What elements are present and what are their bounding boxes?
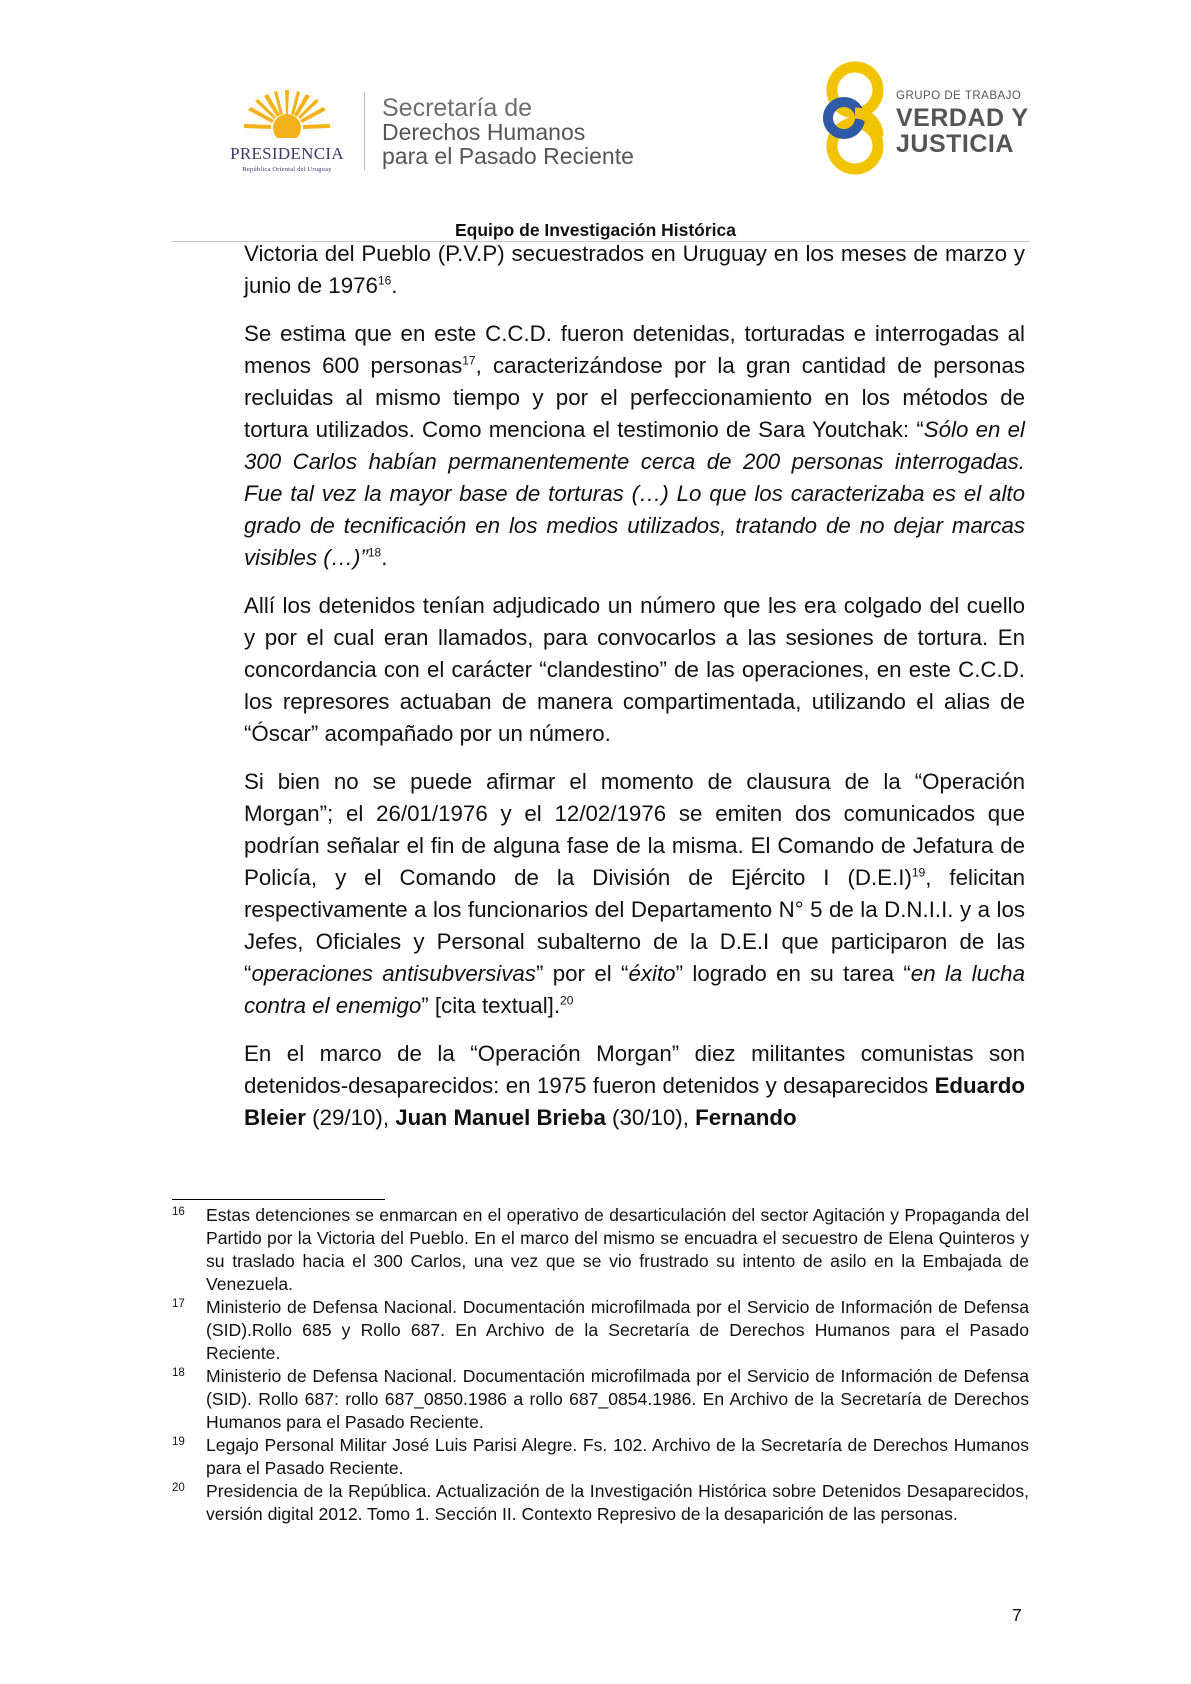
person-name-1: Eduardo Bleier — [244, 1073, 1025, 1130]
gtvj-title-line-2: JUSTICIA — [896, 130, 1014, 158]
footnote-19 — [172, 1434, 1029, 1480]
footnote-text: Ministerio de Defensa Nacional. Documentación microfilmada por el Servicio de Información de Defensa (SID).Rollo 685 y Rollo 687. En Archivo de la Secretaría de Derechos Humanos para el Pasado Reciente. — [206, 1297, 1029, 1363]
paragraph-2 — [244, 318, 1025, 574]
paragraph-4-italic-1: operaciones antisubversivas — [251, 961, 536, 986]
footnote-ref-16[interactable]: 16 — [377, 273, 392, 288]
footnotes — [172, 1204, 1029, 1526]
paragraph-1-end: . — [391, 273, 398, 298]
sun-emblem-icon — [244, 88, 330, 144]
footnote-ref-17[interactable]: 17 — [462, 353, 476, 368]
paragraph-4-italic-3: en la lucha contra el enemigo — [244, 961, 1025, 1018]
gtvj-subtitle: GRUPO DE TRABAJO — [896, 90, 1022, 102]
footnote-text: Legajo Personal Militar José Luis Parisi Alegre. Fs. 102. Archivo de la Secretaría de Derechos Humanos para el Pasado Reciente. — [206, 1435, 1029, 1478]
paragraph-4-text-e: ” [cita textual]. — [421, 993, 561, 1018]
paragraph-5 — [244, 1038, 1025, 1134]
footnote-separator — [172, 1199, 385, 1200]
paragraph-3: Allí los detenidos tenían adjudicado un número que les era colgado del cuello y por el cual eran llamados, para convocarlos a las sesiones de tortura. En concordancia con el carácter “clandestino” de las operaciones, en este C.C.D. los represores actuaban de manera compartimentada, utilizando el alias de “Óscar” acompañado por un número. — [244, 593, 1025, 746]
paragraph-5-text: En el marco de la “Operación Morgan” diez militantes comunistas son detenidos-desaparecidos: en 1975 fueron detenidos y desaparecidos — [244, 1041, 1025, 1098]
team-title: Equipo de Investigación Histórica — [454, 220, 737, 240]
secretaria-line-1: Secretaría de — [382, 94, 533, 122]
page-number: 7 — [1012, 1605, 1022, 1625]
footnote-ref-19[interactable]: 19 — [911, 865, 926, 880]
footnote-17 — [172, 1296, 1029, 1365]
footnote-number: 16 — [172, 1206, 185, 1218]
footnote-number: 18 — [172, 1367, 185, 1379]
paragraph-4-text-c: ” por el “ — [535, 961, 629, 986]
paragraph-4-italic-2: éxito — [628, 961, 676, 986]
document-body — [244, 238, 1025, 1150]
footnote-number: 17 — [172, 1298, 185, 1310]
testimony-quote: Sólo en el 300 Carlos habían permanentemente cerca de 200 personas interrogadas. Fue tal vez la mayor base de torturas (…) Lo que los caracterizaba es el alto grado de tecnificación en los medios utilizados, tratando de no dejar marcas visibles (…)” — [244, 417, 1025, 570]
paragraph-2-text-a: Se estima que en este C.C.D. fueron detenidas, torturadas e interrogadas al menos 600 personas — [244, 321, 1025, 378]
footnote-16 — [172, 1204, 1029, 1296]
presidencia-wordmark: PRESIDENCIA — [230, 144, 344, 163]
paragraph-1 — [244, 238, 1025, 302]
footnote-text: Ministerio de Defensa Nacional. Documentación microfilmada por el Servicio de Información de Defensa (SID). Rollo 687: rollo 687_0850.1986 a rollo 687_0854.1986. En Archivo de la Secretaría de Derechos Humanos para el Pasado Reciente. — [206, 1366, 1029, 1432]
person-name-2: Juan Manuel Brieba — [395, 1105, 606, 1130]
gtvj-title-line-1: VERDAD Y — [896, 104, 1029, 132]
footnote-ref-18[interactable]: 18 — [367, 545, 382, 560]
footnote-ref-20[interactable]: 20 — [560, 993, 574, 1008]
footnote-number: 19 — [172, 1436, 185, 1448]
secretaria-logo-text — [382, 96, 634, 168]
verdad-justicia-logo — [820, 58, 1040, 180]
presidencia-logo — [212, 88, 362, 174]
person-date-1: (29/10), — [305, 1105, 396, 1130]
footnote-18 — [172, 1365, 1029, 1434]
footnote-text: Presidencia de la República. Actualización de la Investigación Histórica sobre Detenidos Desaparecidos, versión digital 2012. Tomo 1. Sección II. Contexto Represivo de la desaparición de las personas. — [206, 1481, 1029, 1524]
secretaria-line-2: Derechos Humanos — [382, 119, 586, 145]
rings-emblem-icon — [820, 58, 890, 180]
secretaria-line-3: para el Pasado Reciente — [382, 143, 634, 169]
header-divider — [364, 92, 365, 170]
paragraph-2-end: . — [381, 545, 388, 570]
paragraph-4-text-a: Si bien no se puede afirmar el momento de clausura de la “Operación Morgan”; el 26/01/1976 y el 12/02/1976 se emiten dos comunicados que podrían señalar el fin de alguna fase de la misma. El Comando de Jefatura de Policía, y el Comando de la División de Ejército I (D.E.I) — [244, 769, 1025, 890]
person-date-2: (30/10), — [605, 1105, 696, 1130]
paragraph-4-text-d: ” logrado en su tarea “ — [675, 961, 911, 986]
presidencia-subtitle: República Oriental del Uruguay — [242, 166, 332, 173]
footnote-text: Estas detenciones se enmarcan en el operativo de desarticulación del sector Agitación y Propaganda del Partido por la Victoria del Pueblo. En el marco del mismo se encuadra el secuestro de Elena Quinteros y su traslado hacia el 300 Carlos, una vez que se vio frustrado su intento de asilo en la Embajada de Venezuela. — [206, 1205, 1029, 1294]
page-header — [0, 0, 1191, 240]
footnote-number: 20 — [172, 1482, 185, 1494]
paragraph-4-text-b: , felicitan respectivamente a los funcionarios del Departamento N° 5 de la D.N.I.I. y a los Jefes, Oficiales y Personal subalterno de la D.E.I que participaron de las “ — [244, 865, 1025, 986]
paragraph-4 — [244, 766, 1025, 1022]
person-name-3: Fernando — [695, 1105, 797, 1130]
paragraph-1-text: Victoria del Pueblo (P.V.P) secuestrados en Uruguay en los meses de marzo y junio de 1976 — [244, 241, 1025, 298]
footnote-20 — [172, 1480, 1029, 1526]
paragraph-2-text-b: , caracterizándose por la gran cantidad de personas recluidas al mismo tiempo y por el perfeccionamiento en los métodos de tortura utilizados. Como menciona el testimonio de Sara Youtchak: “ — [244, 353, 1025, 442]
